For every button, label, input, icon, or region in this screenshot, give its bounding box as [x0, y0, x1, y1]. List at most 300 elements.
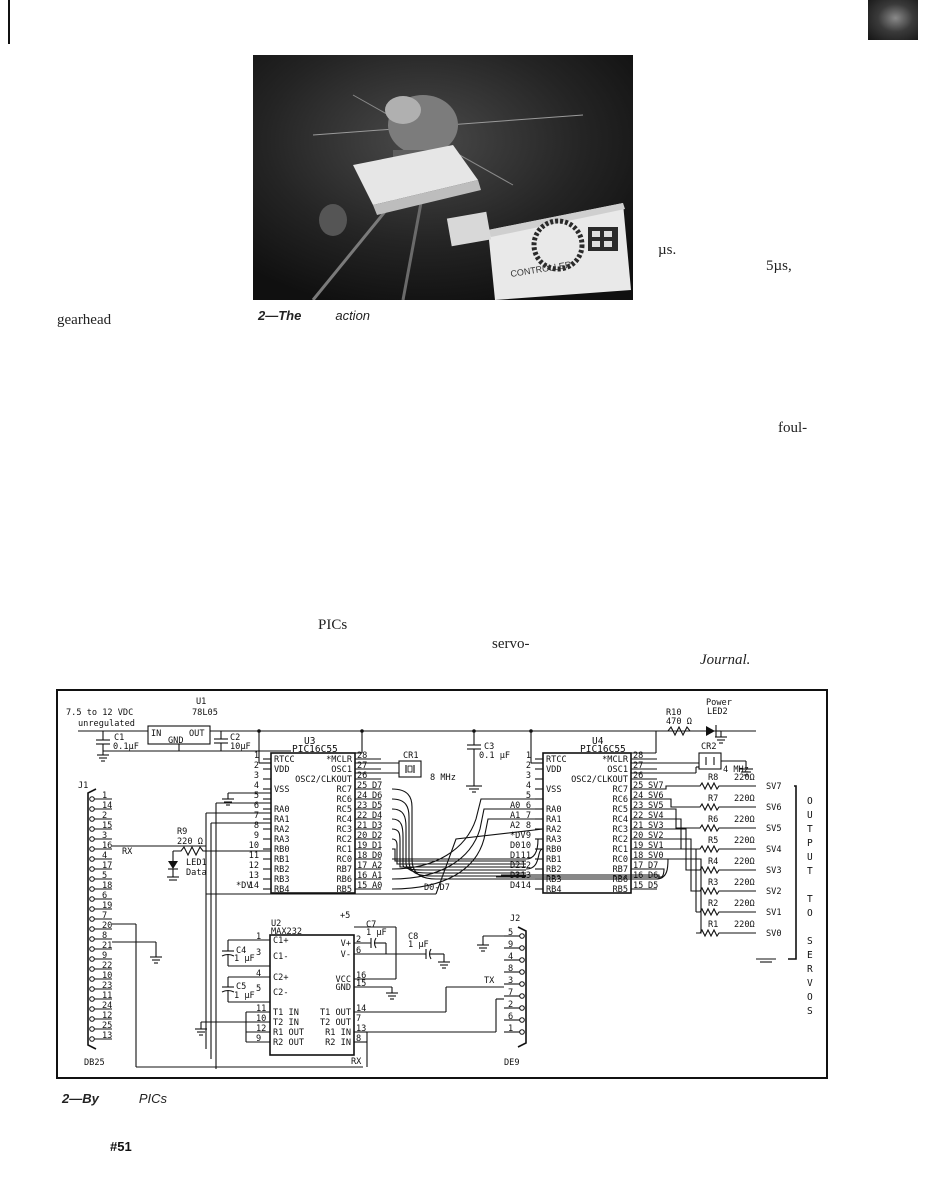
- text-fragment-journal: Journal.: [700, 652, 751, 668]
- c4-value: 1 µF: [234, 954, 255, 964]
- j1-pin-number: 5: [102, 871, 108, 881]
- u4-right-pin-number: 28: [633, 751, 644, 761]
- j2-pin-list: [504, 928, 524, 1034]
- u4-right-pin-number: 26: [633, 771, 644, 781]
- text-fragment-servo: servo-: [492, 636, 530, 652]
- text-fragment-5us: 5µs,: [766, 258, 792, 274]
- u4-right-pin-number: 27: [633, 761, 644, 771]
- u4-left-pin-number: 2: [525, 761, 531, 771]
- cr1-ref: CR1: [403, 751, 419, 761]
- c5-value: 1 µF: [234, 991, 255, 1001]
- j1-pin: [90, 887, 95, 892]
- servo-resistor: [696, 909, 756, 915]
- j1-pin: [90, 797, 95, 802]
- c4-ref: C4: [236, 946, 247, 956]
- u4-right-pin-number: 24: [633, 791, 644, 801]
- u3-part: PIC16C55: [292, 744, 338, 755]
- u3-right-pin-number: 27: [357, 761, 368, 771]
- u4-right-pin-number: 20: [633, 831, 644, 841]
- u2-right-pin-name: T1 OUT: [319, 1008, 351, 1018]
- servo-output-label: SV0: [766, 929, 782, 939]
- u4-part: PIC16C55: [580, 744, 626, 755]
- u4-right-pin-number: 15: [633, 881, 644, 891]
- j1-pin: [90, 967, 95, 972]
- u2-left-pin-number: 1: [256, 932, 262, 942]
- output-letter: T: [807, 866, 813, 877]
- j2-pin: [520, 958, 525, 963]
- u4-right-pin-number: 19: [633, 841, 644, 851]
- u4-left-pin-name: VDD: [546, 765, 562, 775]
- u4-signal-label: SV6: [648, 791, 664, 801]
- u1-pin-in: IN: [151, 729, 162, 739]
- j1-pin-number: 23: [102, 981, 113, 991]
- u4-signal-label: D2: [510, 861, 521, 871]
- j1-pin-number: 19: [102, 901, 113, 911]
- servo-resistor-array: [657, 773, 782, 962]
- rx-label-bottom: RX: [351, 1057, 362, 1067]
- u3-right-pin-number: 18: [357, 851, 368, 861]
- u4-right-pin-name: RC3: [612, 825, 628, 835]
- u2-left-pin-name: R2 OUT: [273, 1038, 305, 1048]
- servo-resistor-value: 220Ω: [734, 920, 755, 930]
- j2-pin: [520, 1030, 525, 1035]
- servo-resistor-ref: R8: [708, 773, 719, 783]
- servo-resistor-value: 220Ω: [734, 773, 755, 783]
- servo-resistor: [696, 867, 756, 873]
- j1-pin-number: 21: [102, 941, 113, 951]
- led1-label-1: LED1: [186, 858, 207, 868]
- u3-right-pin-number: 21: [357, 821, 368, 831]
- u4-left-pin-name: RA2: [546, 825, 562, 835]
- c8-value: 1 µF: [408, 940, 429, 950]
- u3-left-pin-number: 8: [253, 821, 259, 831]
- j2-pin-number: 6: [508, 1012, 514, 1022]
- u3-right-pin-name: RC6: [336, 795, 352, 805]
- u4-right-pin-name: RB5: [612, 885, 628, 895]
- servo-resistor-ref: R2: [708, 899, 719, 909]
- u3-right-pin-number: 23: [357, 801, 368, 811]
- page-number: #51: [110, 1139, 132, 1154]
- u3-right-pin-number: 17: [357, 861, 368, 871]
- u2-left-pin-name: C2-: [273, 988, 289, 998]
- j1-pin-number: 2: [102, 811, 108, 821]
- robot-photo: [253, 55, 633, 300]
- output-letter: V: [807, 978, 813, 989]
- u4-right-pin-number: 23: [633, 801, 644, 811]
- j1-pin-number: 9: [102, 951, 108, 961]
- text-fragment-gearhead: gearhead: [57, 312, 112, 328]
- u4-left-pin-number: 6: [525, 801, 531, 811]
- u4-right-pin-name: RC6: [612, 795, 628, 805]
- r9-value: 220 Ω: [177, 837, 203, 847]
- u3-left-pin-number: 10: [248, 841, 259, 851]
- u3-left-pin-number: 2: [253, 761, 259, 771]
- u4-left-pin-number: 5: [525, 791, 531, 801]
- j1-pin-number: 11: [102, 991, 113, 1001]
- u3-left-pin-number: 7: [253, 811, 259, 821]
- servo-resistor-ref: R3: [708, 878, 719, 888]
- c1-ref: C1: [114, 733, 125, 743]
- j1-pin-number: 8: [102, 931, 108, 941]
- j1-pin-number: 20: [102, 921, 113, 931]
- u3-left-pin-number: 11: [248, 851, 259, 861]
- u4-signal-label: SV7: [648, 781, 664, 791]
- u3-left-pin-name: RA0: [274, 805, 290, 815]
- c1-value: 0.1µF: [113, 742, 139, 752]
- u4-signal-label: D1: [510, 851, 521, 861]
- j1-pin-number: 17: [102, 861, 113, 871]
- u3-left-pin-name: VSS: [274, 785, 290, 795]
- u3-right-pin-number: 24: [357, 791, 368, 801]
- u3-left-pin-name: RB2: [274, 865, 290, 875]
- j1-pin-number: 12: [102, 1011, 113, 1021]
- u3-left-pin-number: 5: [253, 791, 259, 801]
- j1-pin-number: 24: [102, 1001, 113, 1011]
- u2-left-pin-number: 12: [256, 1024, 267, 1034]
- j1-pin: [90, 977, 95, 982]
- u4-signal-label: D7: [648, 861, 659, 871]
- u3-right-pin-number: 26: [357, 771, 368, 781]
- u4-right-pin-name: RC2: [612, 835, 628, 845]
- u2-right-pin-name: V-: [340, 950, 351, 960]
- u2-part: MAX232: [271, 927, 303, 937]
- j1-pin-number: 18: [102, 881, 113, 891]
- corner-photo-thumbnail: [868, 0, 918, 40]
- u4-right-pin-number: 21: [633, 821, 644, 831]
- output-letter: O: [807, 796, 813, 807]
- output-letter: S: [807, 936, 813, 947]
- servo-resistor-ref: R5: [708, 836, 719, 846]
- u3-left-pin-number: 6: [253, 801, 259, 811]
- j2-pin-number: 2: [508, 1000, 514, 1010]
- servo-output-label: SV5: [766, 824, 782, 834]
- u4-signal-label: D4: [510, 881, 521, 891]
- j2-ref: J2: [510, 914, 521, 924]
- u2-left-pin-number: 10: [256, 1014, 267, 1024]
- u2-right-pin-number: 6: [356, 946, 362, 956]
- u2-right-pin-number: 16: [356, 971, 367, 981]
- u4-signal-label: SV0: [648, 851, 664, 861]
- servo-output-label: SV3: [766, 866, 782, 876]
- u4-right-pin-number: 16: [633, 871, 644, 881]
- u4-right-pin-name: RC0: [612, 855, 628, 865]
- u3-signal-label: D3: [372, 821, 383, 831]
- u4-left-pin-name: RA0: [546, 805, 562, 815]
- u3-right-pin-number: 22: [357, 811, 368, 821]
- u3-left-pin-number: 1: [253, 751, 259, 761]
- j1-pin: [90, 827, 95, 832]
- output-letter: S: [807, 1006, 813, 1017]
- u4-left-pin-name: RB4: [546, 885, 562, 895]
- u3-left-pin-number: 12: [248, 861, 259, 871]
- u3-left-pin-name: RB4: [274, 885, 290, 895]
- u2-right-pin-number: 14: [356, 1004, 367, 1014]
- output-letter: O: [807, 908, 813, 919]
- servo-resistor-value: 220Ω: [734, 815, 755, 825]
- u3-right-pin-number: 19: [357, 841, 368, 851]
- u4-left-pin-number: 14: [520, 881, 531, 891]
- j2-shell: [518, 927, 526, 1047]
- j1-pin: [90, 897, 95, 902]
- u4-signal-label: D3: [510, 871, 521, 881]
- u4-left-pin-name: RA3: [546, 835, 562, 845]
- j2-pin-number: 4: [508, 952, 514, 962]
- output-letter: U: [807, 810, 813, 821]
- u4-left-pin-number: 12: [520, 861, 531, 871]
- u3-left-pin-number: 3: [253, 771, 259, 781]
- servo-resistor-value: 220Ω: [734, 878, 755, 888]
- u4-right-pin-number: 25: [633, 781, 644, 791]
- u4-left-pin-name: VSS: [546, 785, 562, 795]
- u2-left-pin-number: 5: [256, 984, 262, 994]
- u2-right-pin-name: T2 OUT: [319, 1018, 351, 1028]
- servo-resistor-value: 220Ω: [734, 836, 755, 846]
- led2-label-2: LED2: [707, 707, 728, 717]
- output-to-servos-label: [807, 796, 813, 1017]
- u1-ref: U1: [196, 697, 207, 707]
- u2-left-pin-name: T2 IN: [273, 1018, 299, 1028]
- u3-signal-label: A2: [372, 861, 383, 871]
- servo-resistor-ref: R6: [708, 815, 719, 825]
- u3-right-pin-number: 16: [357, 871, 368, 881]
- output-letter: P: [807, 838, 813, 849]
- j1-pin: [90, 847, 95, 852]
- u4-signal-label: *DV: [510, 831, 526, 841]
- u4-signal-label: D6: [648, 871, 659, 881]
- u4-right-pin-name: RC5: [612, 805, 628, 815]
- photo-caption-figure: 2—The: [258, 308, 302, 323]
- u3-right-pin-name: RC4: [336, 815, 352, 825]
- u3-left-pin-name: RA2: [274, 825, 290, 835]
- u4-left-pin-number: 11: [520, 851, 531, 861]
- led2-label-1: Power: [706, 698, 732, 708]
- u4-right-pin-name: RB6: [612, 875, 628, 885]
- u3-right-pin-name: RC2: [336, 835, 352, 845]
- u1-pin-gnd: GND: [168, 736, 184, 746]
- u3-right-pin-number: 15: [357, 881, 368, 891]
- u4-left-pin-number: 7: [525, 811, 531, 821]
- u3-left-pin-number: 4: [253, 781, 259, 791]
- u3-signal-label: A0: [372, 881, 383, 891]
- u3-left-pin-name: VDD: [274, 765, 290, 775]
- c2-value: 10µF: [230, 742, 251, 752]
- u3-right-pin-name: OSC1: [331, 765, 352, 775]
- u3-left-pin-name: RA3: [274, 835, 290, 845]
- j1-pin-number: 16: [102, 841, 113, 851]
- tx-label: TX: [484, 976, 495, 986]
- u2-right-pin-number: 8: [356, 1034, 362, 1044]
- j1-pin: [90, 907, 95, 912]
- output-bracket: [788, 786, 796, 959]
- schematic-diagram: [56, 689, 828, 1079]
- j1-pin-number: 13: [102, 1031, 113, 1041]
- j2-pin: [520, 982, 525, 987]
- u3-right-pin-name: RC3: [336, 825, 352, 835]
- u2-right-pin-name: V+: [340, 939, 351, 949]
- u2-left-pin-number: 11: [256, 1004, 267, 1014]
- u4-right-pin-name: RB7: [612, 865, 628, 875]
- u4-signal-label: A2: [510, 821, 521, 831]
- j2-pin: [520, 970, 525, 975]
- cr1-value: 8 MHz: [430, 773, 456, 783]
- u2-right-pin-number: 7: [356, 1014, 362, 1024]
- robot-photo-drawing: [253, 55, 633, 300]
- u2-pin-list: [256, 932, 366, 1048]
- j2-pin-number: 5: [508, 928, 514, 938]
- j1-pin-number: 6: [102, 891, 108, 901]
- plus5-label: +5: [340, 911, 351, 921]
- cr2-body: [699, 753, 721, 769]
- u1-pin-out: OUT: [189, 729, 205, 739]
- u3-left-pin-name: RTCC: [274, 755, 295, 765]
- text-fragment-foul: foul-: [778, 420, 808, 436]
- j1-pin: [90, 987, 95, 992]
- r10-ref: R10: [666, 708, 682, 718]
- servo-resistor: [696, 825, 756, 831]
- u3-ref: U3: [304, 736, 316, 747]
- output-letter: T: [807, 894, 813, 905]
- j1-pin: [90, 947, 95, 952]
- u2-left-pin-name: C1-: [273, 952, 289, 962]
- u4-left-pin-name: RB2: [546, 865, 562, 875]
- u4-signal-label: D5: [648, 881, 659, 891]
- u4-right-pin-number: 22: [633, 811, 644, 821]
- u2-right-pin-name: R2 IN: [325, 1038, 351, 1048]
- margin-rule: [8, 0, 10, 44]
- u3-left-pin-name: RB0: [274, 845, 290, 855]
- j1-ref: J1: [78, 781, 89, 791]
- cr2-ref: CR2: [701, 742, 717, 752]
- u4-ref: U4: [592, 736, 604, 747]
- u4-left-pin-name: RTCC: [546, 755, 567, 765]
- servo-resistor: [696, 888, 756, 894]
- u2-right-pin-name: VCC: [335, 975, 351, 985]
- u3-dv-label: *DV: [236, 881, 252, 891]
- j2-pin: [520, 994, 525, 999]
- u4-right-pin-name: *MCLR: [602, 755, 628, 765]
- u4-signal-label: SV5: [648, 801, 664, 811]
- u2-left-pin-number: 3: [256, 948, 262, 958]
- servo-output-label: SV7: [766, 782, 782, 792]
- u4-signal-label: SV4: [648, 811, 664, 821]
- u3-right-pin-number: 20: [357, 831, 368, 841]
- u4-left-pin-number: 8: [525, 821, 531, 831]
- j1-pin: [90, 877, 95, 882]
- j1-pin: [90, 1027, 95, 1032]
- photo-caption-word: action: [335, 308, 371, 323]
- led1-label-2: Data: [186, 868, 207, 878]
- u2-left-pin-number: 9: [256, 1034, 262, 1044]
- j1-pin: [90, 997, 95, 1002]
- j2-pin: [520, 1018, 525, 1023]
- j2-pin: [520, 1006, 525, 1011]
- schematic-caption-figure: 2—By: [62, 1091, 99, 1106]
- j1-pin-number: 1: [102, 791, 108, 801]
- u4-right-pin-name: OSC2/CLKOUT: [571, 775, 628, 785]
- u2-right-pin-number: 2: [356, 935, 362, 945]
- u3-signal-label: D0: [372, 851, 383, 861]
- servo-resistor-value: 220Ω: [734, 794, 755, 804]
- u3-signal-label: D6: [372, 791, 383, 801]
- j1-pin: [90, 807, 95, 812]
- u2-right-pin-number: 15: [356, 979, 367, 989]
- output-letter: E: [807, 950, 813, 961]
- output-letter: R: [807, 964, 813, 975]
- u3-right-pin-name: RC7: [336, 785, 352, 795]
- servo-resistor-value: 220Ω: [734, 857, 755, 867]
- u4-signal-label: SV1: [648, 841, 664, 851]
- c3-ref: C3: [484, 742, 495, 752]
- r10-value: 470 Ω: [666, 717, 692, 727]
- servo-output-label: SV1: [766, 908, 782, 918]
- j1-pin: [90, 957, 95, 962]
- u3-right-pin-name: *MCLR: [326, 755, 352, 765]
- j1-pin: [90, 1007, 95, 1012]
- u4-left-pin-number: 3: [525, 771, 531, 781]
- u3-signal-label: D7: [372, 781, 383, 791]
- text-fragment-us: µs.: [658, 242, 677, 258]
- servo-resistor-ref: R4: [708, 857, 719, 867]
- u3-left-pin-name: RB1: [274, 855, 290, 865]
- u4-signal-label: D0: [510, 841, 521, 851]
- u2-left-pin-number: 4: [256, 969, 262, 979]
- j1-pin: [90, 1037, 95, 1042]
- u3-left-pin-name: RB3: [274, 875, 290, 885]
- u2-ref: U2: [271, 919, 282, 929]
- j1-pin: [90, 1017, 95, 1022]
- u3-right-pin-name: RC0: [336, 855, 352, 865]
- cr1-body: [399, 761, 421, 777]
- j2-pin-number: 7: [508, 988, 514, 998]
- servo-resistor: [696, 930, 756, 936]
- u2-right-pin-number: 13: [356, 1024, 367, 1034]
- led1-symbol: [168, 861, 178, 869]
- u3-signal-label: D2: [372, 831, 383, 841]
- u3-right-pin-name: RB6: [336, 875, 352, 885]
- j1-pin-list: [90, 791, 113, 1041]
- u4-left-pin-name: RB1: [546, 855, 562, 865]
- j1-pin-number: 7: [102, 911, 108, 921]
- j2-pin-number: 9: [508, 940, 514, 950]
- j1-pin-number: 15: [102, 821, 113, 831]
- u4-signal-label: A1: [510, 811, 521, 821]
- photo-caption: [258, 307, 370, 325]
- u4-left-pin-number: 10: [520, 841, 531, 851]
- j1-pin: [90, 817, 95, 822]
- schematic-caption-word: PICs: [138, 1091, 168, 1106]
- j2-pin: [520, 934, 525, 939]
- u4-left-pin-number: 9: [525, 831, 531, 841]
- u4-right-pin-name: RC1: [612, 845, 628, 855]
- schematic-caption: [62, 1090, 167, 1108]
- u2-right-pin-name: GND: [335, 983, 351, 993]
- j1-pin: [90, 867, 95, 872]
- u3-left-pin-name: RA1: [274, 815, 290, 825]
- u4-left-pin-number: 4: [525, 781, 531, 791]
- c3-value: 0.1 µF: [479, 751, 511, 761]
- bus-label: D0-D7: [424, 883, 450, 893]
- u2-right-pin-name: R1 IN: [325, 1028, 351, 1038]
- u3-right-pin-name: RB5: [336, 885, 352, 895]
- j1-pin-number: 4: [102, 851, 108, 861]
- servo-output-label: SV4: [766, 845, 782, 855]
- j1-pin: [90, 927, 95, 932]
- u4-left-pin-name: RA1: [546, 815, 562, 825]
- c7-value: 1 µF: [366, 928, 387, 938]
- u4-right-pin-name: OSC1: [607, 765, 628, 775]
- u4-left-pin-name: RB0: [546, 845, 562, 855]
- j1-pin: [90, 837, 95, 842]
